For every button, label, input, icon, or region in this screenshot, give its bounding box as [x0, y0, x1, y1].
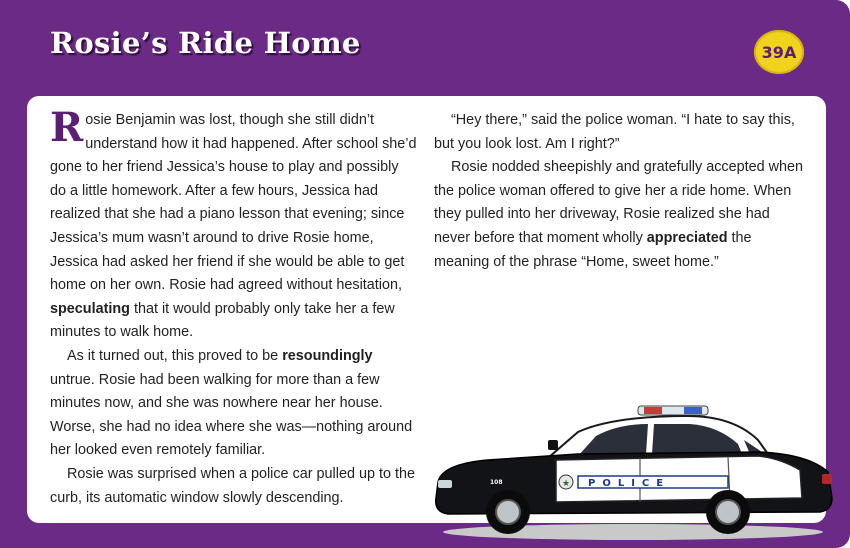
paragraph-2: [50, 345, 418, 463]
paragraph-2-text-c: untrue. Rosie had been walking for more than a few minutes now, and she was nowhere near her house. Worse, she had no idea where she was—nothing around her looked even remotely familiar.: [50, 371, 413, 459]
vocab-word-speculating: speculating: [50, 300, 130, 317]
vocab-word-appreciated: appreciated: [646, 229, 728, 246]
paragraph-2-text-a: As it turned out, this proved to be: [67, 347, 283, 364]
paragraph-1-text-a: osie Benjamin was lost, though she still didn’t understand how it had happened. After school she’d gone to her friend Jessica’s house to play and possibly do a little homework. After a few hours, Jessica had realized that she had a piano lesson that evening; since Jessica’s mum wasn’t around to drive Rosie home, Jessica had asked her friend if she would be able to get home on her own. Rosie had agreed without hesitation,: [50, 112, 417, 294]
drop-cap: R: [50, 104, 84, 151]
paragraph-5-text-a: Rosie nodded sheepishly and gratefully accepted when the police woman offered to give her a ride home. When they pulled into her driveway, Rosie realized she had never before that moment wholly: [434, 159, 804, 246]
door-police-text: POLICE: [588, 478, 671, 489]
police-car-illustration: [428, 402, 838, 542]
svg-text:★: ★: [562, 479, 571, 489]
left-column: [50, 104, 418, 510]
fender-number-text: 911: [770, 481, 783, 488]
paragraph-5-text-c: the meaning of the phrase “Home, sweet home.”: [434, 229, 752, 270]
vocab-word-resoundingly: resoundingly: [282, 347, 373, 364]
unit-number-text: 108: [490, 479, 503, 486]
card-title: Rosie’s Ride Home: [50, 26, 361, 60]
right-column: [434, 109, 806, 274]
card-number-badge: 39A: [754, 30, 804, 74]
paragraph-1: [50, 104, 418, 345]
paragraph-4: “Hey there,” said the police woman. “I hate to say this, but you look lost. Am I right?”: [434, 112, 795, 152]
police-car-icon: [428, 402, 838, 542]
paragraph-1-text-c: that it would probably only take her a few minutes to walk home.: [50, 300, 395, 341]
paragraph-5: [434, 156, 806, 274]
fender-emergency-text: EMERGENCY: [758, 473, 800, 480]
paragraph-3: Rosie was surprised when a police car pulled up to the curb, its automatic window slowly descending.: [50, 465, 415, 506]
